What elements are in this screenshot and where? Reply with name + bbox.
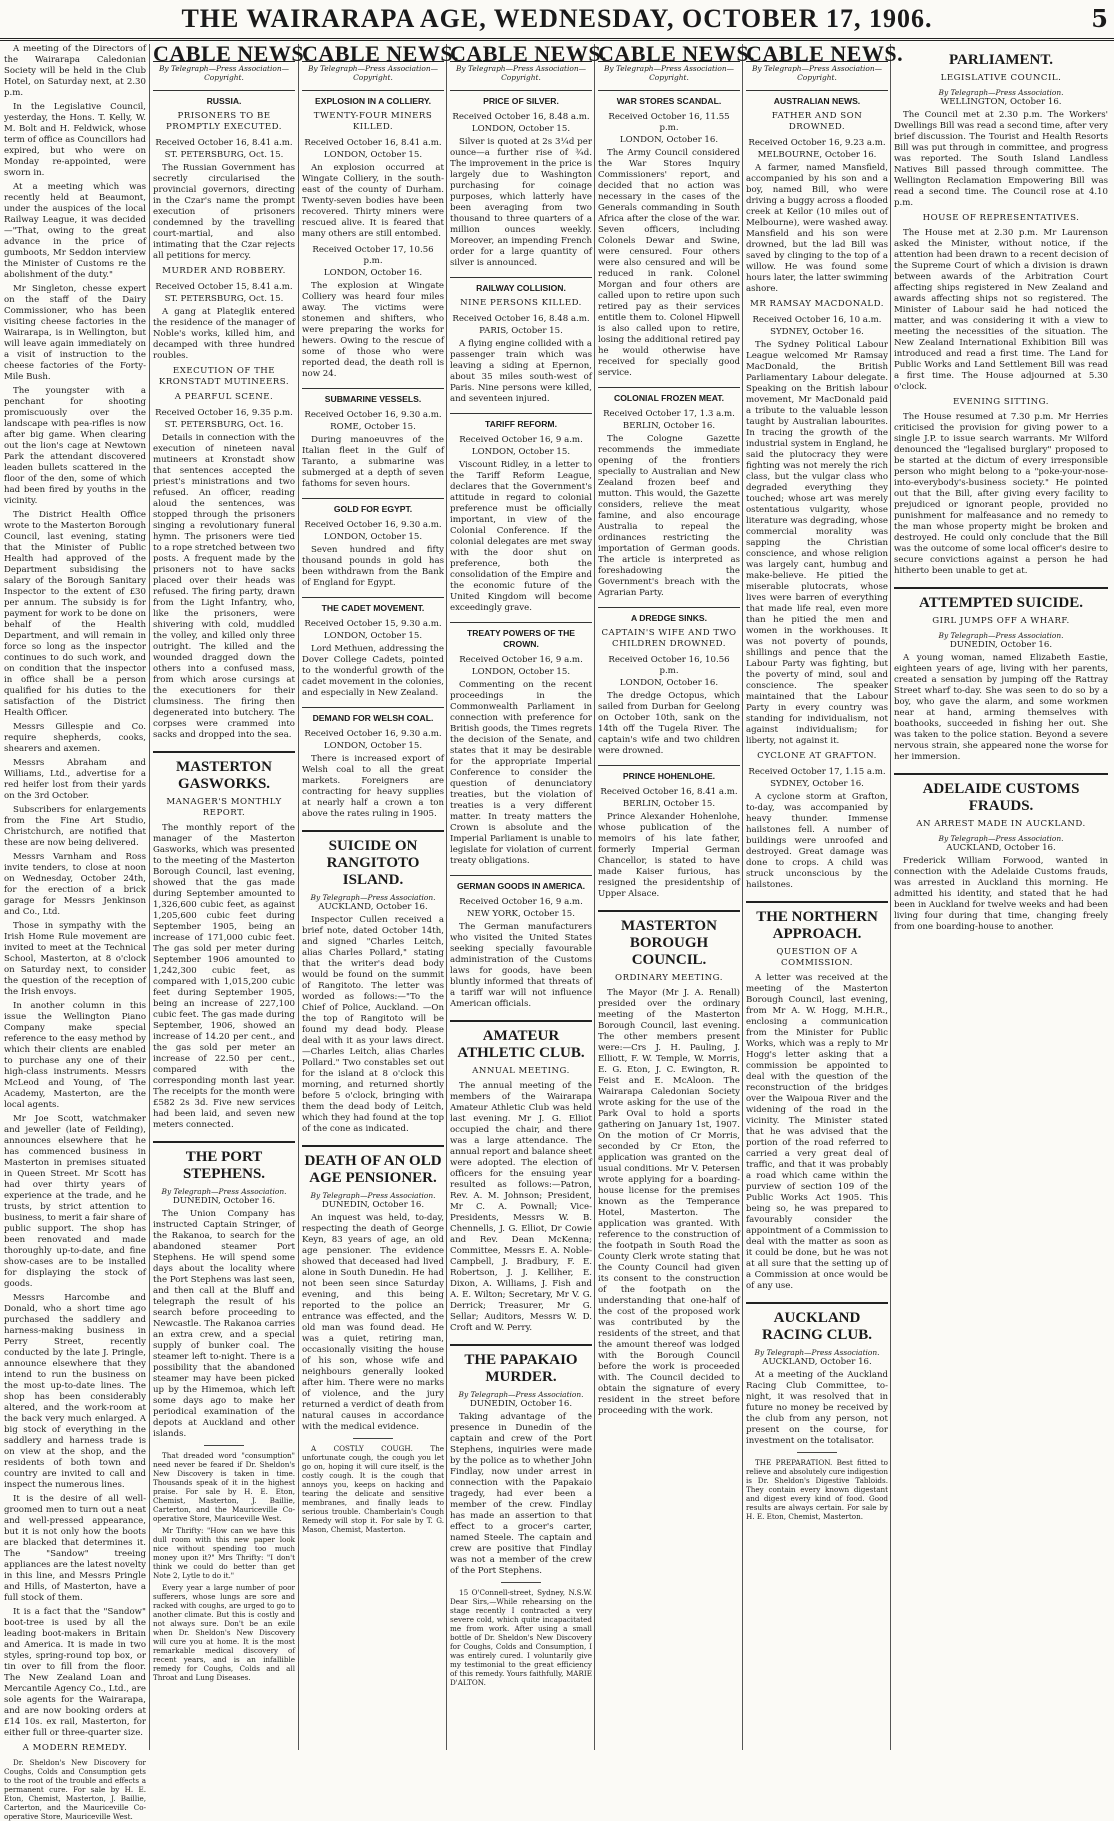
dateline: ST. PETERSBURG, Oct. 15. — [164, 150, 284, 160]
ad-heading: A MODERN REMEDY. — [22, 1743, 128, 1753]
paragraph: Messrs Varnham and Ross invite tenders, to close at noon on Wednesday, October 24th, for the erection of a brick garage for Messrs Jenkinson and Co., Ltd. — [4, 852, 146, 917]
dateline: PARIS, October 15. — [479, 326, 563, 336]
divider — [501, 1582, 541, 1583]
byline: By Telegraph—Press Association. — [938, 631, 1064, 640]
subheading: MANAGER'S MONTHLY REPORT. — [166, 797, 282, 818]
section-heading: THE CADET MOVEMENT. — [302, 597, 444, 614]
advertisement: A COSTLY COUGH. The unfortunate cough, the cough you let go on, hoping it will cure itself, is the costly cough. It is the cough that annoys you, keeps on hacking and tearing the delicate and sensitive membranes, and finally leads to serious trouble. Chamberlain's Cough Remedy will stop it. For sale by T. G. Mason, Chemist, Masterton. — [302, 1444, 444, 1534]
received-line: Received October 16, 8.48 a.m. — [452, 314, 590, 324]
divider — [204, 1445, 244, 1446]
section-heading: TREATY POWERS OF THE CROWN. — [450, 622, 592, 650]
paragraph: At a meeting of the Auckland Racing Club Committee, to-night, it was resolved that in future no money be received by the club from any person, not present on the course, for investment on the totalisator. — [746, 1370, 888, 1446]
dateline: AUCKLAND, October 16. — [318, 902, 428, 912]
received-line: Received October 16, 8.48 a.m. — [452, 112, 590, 122]
paragraph: A cyclone storm at Grafton, to-day, was accompanied by heavy thunder. Immense hailstones fell. A number of buildings were unroofed and destroyed. Great damage was done to crops. A child was struck unconscious by the hailstones. — [746, 792, 888, 890]
paragraph: During manoeuvres of the Italian fleet in the Gulf of Taranto, a submarine was submerged at a depth of seven fathoms for seven hours. — [302, 435, 444, 489]
subheading: LEGISLATIVE COUNCIL. — [940, 73, 1062, 83]
article-heading: AMATEUR ATHLETIC CLUB. — [450, 1020, 592, 1062]
paragraph: Inspector Cullen received a brief note, dated October 14th, and signed "Charles Leitch, alias Charles Pollard," stating that the writer's dead body would be found on the summit of Rangitoto. The letter was worded as follows:—"To the Chief of Police, Auckland. —On the top of Rangitoto will be found my dead body. Please deal with it as your laws direct.—Charles Leitch, alias Charles Pollard." Two constables set out for the island at 8 o'clock this morning, and returned shortly before 5 o'clock, bringing with them the dead body of Leitch, which they had found at the top of the cone as indicated. — [302, 915, 444, 1134]
cable-news-heading: CABLE NEWS. — [746, 41, 904, 66]
subheading: HOUSE OF REPRESENTATIVES. — [922, 213, 1080, 223]
article-heading: MASTERTON BOROUGH COUNCIL. — [598, 910, 740, 969]
masthead — [0, 0, 1114, 41]
dateline: LONDON, October 16. — [619, 678, 719, 688]
paragraph: It is the desire of all well-groomed men to turn out a neat and well-pressed appearance, but it is not only how the boots are blacked that determines it. The "Sandow" treeing appliances are the latest novelty in this line, and Messrs Pringle and Hills, of Masterton, have a full stock of them. — [4, 1494, 146, 1603]
dateline: LONDON, October 15. — [323, 631, 423, 641]
advertisement: Every year a large number of poor sufferers, whose lungs are sore and racked with coughs, are urged to go to another climate. But this is costly and not always sure. Don't be an exile when Dr. Sheldon's New Discovery will cure you at home. It is the most remarkable medical discovery of recent years, and is an infallible remedy for Coughs, Colds and all Throat and Lung Diseases. — [153, 1583, 295, 1682]
subheading: QUESTION OF A COMMISSION. — [776, 947, 858, 968]
article-heading: THE PAPAKAIO MURDER. — [450, 1344, 592, 1386]
byline: By Telegraph—Press Association. — [161, 1187, 287, 1196]
paragraph: The District Health Office wrote to the Masterton Borough Council, last evening, stating that the Minister of Public Health had approved of the Department subsidising the salary of the Borough Sanitary Inspector to the extent of £30 per annum. The subsidy is for payment for work to be done on behalf of the Health Department, and will remain in force so long as the inspector continues to do such work, and on condition that the inspector in office shall be a person qualified for his duties to the satisfaction of the District Health Officer. — [4, 510, 146, 718]
paragraph: An explosion occurred at Wingate Colliery, in the south-east of the county of Durham. Twenty-seven bodies have been recovered. Thirty miners were rescued alive. It is feared that many others are still entombed. — [302, 163, 444, 239]
received-line: Received October 16, 9 a.m. — [459, 435, 583, 445]
paragraph: Lord Methuen, addressing the Dover College Cadets, pointed to the wonderful growth of the cadet movement in the colonies, and especially in New Zealand. — [302, 644, 444, 698]
paragraph: Seven hundred and fifty thousand pounds in gold has been withdrawn from the Bank of England for Egypt. — [302, 545, 444, 588]
received-line: Received October 16, 9.30 a.m. — [304, 520, 442, 530]
paragraph: Messrs Gillespie and Co. require shepherds, cooks, shearers and axemen. — [4, 722, 146, 754]
divider — [797, 1452, 837, 1453]
article-heading: SUICIDE ON RANGITOTO ISLAND. — [302, 830, 444, 889]
byline: By Telegraph—Press Association. — [938, 88, 1064, 97]
received-line: Received October 16, 9.23 a.m. — [748, 138, 886, 148]
section-heading: PRICE OF SILVER. — [450, 90, 592, 107]
received-line: Received October 16, 9.30 a.m. — [304, 410, 442, 420]
article-heading: ADELAIDE CUSTOMS FRAUDS. — [894, 773, 1108, 815]
advertisement: 15 O'Connell-street, Sydney, N.S.W. Dear Sirs,—While rehearsing on the stage recently I contracted a very severe cold, which quite incapacitated me from work. After using a small bottle of Dr. Sheldon's New Discovery for Coughs, Colds and Consumption, I was entirely cured. I voluntarily give my testimonial to the great efficiency of this remedy. Yours faithfully, MARIE D'ALTON. — [450, 1588, 592, 1687]
advertisement: That dreaded word "consumption" need never be feared if Dr. Sheldon's New Discovery is taken in time. Thousands speak of it in the highest praise. For sale by H. E. Eton, Chemist, Masterton, J. Baillie, Carterton, and the Mauriceville Co-operative Store, Mauriceville West. — [153, 1451, 295, 1523]
section-heading: RAILWAY COLLISION. — [450, 277, 592, 294]
received-line: Received October 16, 10 a.m. — [752, 315, 882, 325]
section-heading: SUBMARINE VESSELS. — [302, 388, 444, 405]
paragraph: The Army Council considered the War Stores Inquiry Commissioners' report, and decided that no action was necessary in the cases of the Generals commanding in South Africa after the close of the war. Seven officers, including Colonels Dewar and Swine, were censured. Four others were also censured and will be reduced in rank. Colonel Morgan and four others are called upon to retire upon such retired pay as their services entitle them to. Colonel Hipwell is also called upon to retire, losing the additional retired pay he would otherwise have received for specially good service. — [598, 148, 740, 378]
paragraph: In the Legislative Council, yesterday, the Hons. T. Kelly, W. M. Bolt and H. Feldwick, whose term of office as Councillors had expired, but who were on Monday re-appointed, were sworn in. — [4, 102, 146, 178]
subheading: CAPTAIN'S WIFE AND TWO CHILDREN DROWNED. — [601, 628, 737, 649]
subheading: CYCLONE AT GRAFTON. — [757, 751, 877, 761]
dateline: LONDON, October 15. — [471, 447, 571, 457]
divider — [353, 1438, 393, 1439]
paragraph: Commenting on the recent proceedings in the Commonwealth Parliament in connection with preference for British goods, the Times regrets the decision of the Senate, and states that it may be desirable for the appropriate Imperial Conference to consider the question of denunciatory treaties, but the violation of treaties is a very different matter. In treaty matters the Crown is absolute and the Imperial Parliament is unable to legislate for violation of current treaty obligations. — [450, 680, 592, 866]
section-heading: AUSTRALIAN NEWS. — [746, 90, 888, 107]
paragraph: A farmer, named Mansfield, accompanied by his son and a boy, named Bill, who were driving a buggy across a flooded creek at Keilor (10 miles out of Melbourne), were washed away. Mansfield and his son were drowned, but the lad Bill was saved by clinging to the top of a willow. He was found some hours later, the latter swimming ashore. — [746, 163, 889, 294]
paragraph: The annual meeting of the members of the Wairarapa Amateur Athletic Club was held last evening. Mr J. G. Elliot occupied the chair, and there was a large attendance. The annual report and balance sheet were adopted. The election of officers for the ensuing year resulted as follows:—Patron, Rev. A. M. Johnson; President, Mr C. A. Pownall; Vice-Presidents, Messrs W. B. Chennells, J. G. Elliot, Dr Cowie and Rev. Dean McKenna; Committee, Messrs E. A. Noble-Campbell, J. Bradbury, F. E. Robertson, J. J. Kelliher, E. Dixon, A. Williams, J. Fish and A. E. Wilton; Secretary, Mr V. G. Derrick; Treasurer, Mr G. Sellar; Auditors, Messrs W. D. Croft and W. Perry. — [450, 1081, 592, 1333]
paragraph: The House resumed at 7.30 p.m. Mr Herries criticised the provision for giving power to a single J.P. to issue search warrants. Mr Wilford denounced the "legalised burglary" proposed to be started at the dictum of every irresponsible person who might belong to a "poke-your-nose-into-everybody's-business society." He pointed out that the Bill, after giving every facility to prejudiced or ignorant people, provided no punishment for malfeasance and no remedy to the man whose property might be broken and destroyed. He could only conclude that the Bill was the outcome of some local officer's desire to secure convictions against a person he had hitherto been unable to get at. — [894, 412, 1108, 576]
dateline: SYDNEY, October 16. — [770, 779, 864, 789]
paragraph: The Russian Government has secretly circularised the provincial governors, directing in the Czar's name the prompt execution of prisoners condemned by the travelling court-martial, and also intimating that the Czar rejects all petitions for mercy. — [153, 163, 295, 261]
byline: By Telegraph—Press Association. — [310, 893, 436, 902]
dateline: BERLIN, October 15. — [622, 799, 716, 809]
dateline: BERLIN, October 16. — [622, 421, 716, 431]
column-cable-australian — [746, 41, 904, 1750]
byline: By Telegraph—Press Association—Copyright. — [603, 64, 734, 82]
article-heading: THE NORTHERN APPROACH. — [746, 901, 888, 943]
paragraph: Taking advantage of the presence in Dunedin of the captain and crew of the Port Stephens, inquiries were made by the police as to whether John Findlay, now under arrest in connection with the Papakaio tragedy, had ever been a member of the crew. Findlay has made an assertion to that effect to a grocer's carter, named Steele. The captain and crew are positive that Findlay was not a member of the crew of the Port Stephens. — [450, 1412, 592, 1576]
paragraph: An inquest was held, to-day, respecting the death of George Keyn, 83 years of age, an old age pensioner. The evidence showed that deceased had lived alone in South Dunedin. He had not been seen since Saturday evening, and this being reported to the police an entrance was effected, and the old man was found dead. He was a quiet, retiring man, occasionally visiting the house of his son, whose wife and neighbours generally looked after him. There were no marks of violence, and the jury returned a verdict of death from natural causes in accordance with the medical evidence. — [302, 1213, 444, 1432]
byline: By Telegraph—Press Association. — [458, 1390, 584, 1399]
dateline: NEW YORK, October 15. — [466, 909, 575, 919]
paragraph: A letter was received at the meeting of the Masterton Borough Council, last evening, from Mr A. W. Hogg, M.H.R., enclosing a communication from the Minister for Public Works, which was a reply to Mr Hogg's letter asking that a commission be appointed to deal with the question of the reconstruction of the bridges over the Waipoua River and the widening of the road in the vicinity. The Minister stated that he was advised that the portion of the road referred to carried a very great deal of traffic, and that it was probably a road which came within the purview of section 109 of the Public Works Act 1905. This being so, he was prepared to favourably consider the appointment of a Commission to deal with the matter as soon as it could be done, but he was not at all sure that the setting up of a Commission at once would be of any use. — [746, 973, 888, 1291]
received-line: Received October 16, 9 a.m. — [459, 897, 583, 907]
paragraph: There is increased export of Welsh coal to all the great markets. Foreigners are contracting for heavy supplies at nearly half a crown a ton above the rates ruling in 1905. — [302, 754, 444, 819]
advertisement: Dr. Sheldon's New Discovery for Coughs, Colds and Consumption gets to the root of the trouble and effects a permanent cure. For sale by H. E. Eton, Chemist, Masterton, J. Baillie, Carterton, and the Mauriceville Co-operative Store, Mauriceville West. — [4, 1758, 146, 1821]
paragraph: The Council met at 2.30 p.m. The Workers' Dwellings Bill was read a second time, after very brief discussion. The Tourist and Health Resorts Bill was put through in committee, and progress was reported. The South Island Landless Natives Bill passed through committee. The Wellington Reclamation Empowering Bill was read a second time. The Council rose at 4.10 p.m. — [894, 110, 1108, 208]
article-heading: THE PORT STEPHENS. — [153, 1141, 295, 1183]
advertisement: THE PREPARATION. Best fitted to relieve and absolutely cure indigestion is Dr. Sheldon's Digestive Tabloids. They contain every known digestant and digest every kind of food. Good results are always certain. For sale by H. E. Eton, Chemist, Masterton. — [746, 1458, 888, 1521]
subheading: MR RAMSAY MACDONALD. — [750, 299, 884, 309]
cable-news-heading: CABLE NEWS. — [302, 41, 460, 66]
newspaper-title: THE WAIRARAPA AGE, WEDNESDAY, OCTOBER 17, 1906. — [181, 4, 933, 33]
column-cable-explosion — [302, 41, 460, 1750]
paragraph: Subscribers for enlargements from the Fine Art Studio, Christchurch, are notified that these are now being delivered. — [4, 805, 146, 848]
dateline: ST. PETERSBURG, Oct. 15. — [164, 294, 284, 304]
article-heading: ATTEMPTED SUICIDE. — [894, 587, 1108, 612]
article-heading: MASTERTON GASWORKS. — [153, 751, 295, 793]
byline: By Telegraph—Press Association—Copyright. — [455, 64, 586, 82]
paragraph: Those in sympathy with the Irish Home Rule movement are invited to meet at the Technical School, Masterton, at 8 o'clock on Saturday next, to consider the question of the reception of the Irish envoys. — [4, 921, 146, 997]
paragraph: A flying engine collided with a passenger train which was leaving a siding at Epernon, about 35 miles south-west of Paris. Nine persons were killed, and seventeen injured. — [450, 339, 592, 404]
paragraph: Prince Alexander Hohenlohe, whose publication of the memoirs of his late father, formerly Imperial German Chancellor, is stated to have made Kaiser furious, has resigned the presidentship of Upper Alsace. — [598, 812, 740, 899]
received-line: Received October 16, 9.30 a.m. — [304, 729, 442, 739]
dateline: DUNEDIN, October 16. — [469, 1399, 573, 1409]
paragraph: The House met at 2.30 p.m. Mr Laurenson asked the Minister, without notice, if the attention had been drawn to a recent decision of the Supreme Court of which a division is drawn between awards of the Arbitration Court affecting ships registered in New Zealand and awards affecting ships not so registered. The Minister of Labour said he had noticed the matter, and was considering it with a view to meeting the necessities of the situation. The New Zealand International Exhibition Bill was introduced and read a first time. The Land for Public Works and Land Settlement Bill was read a first time. The House adjourned at 5.30 o'clock. — [894, 228, 1108, 392]
paragraph: At a meeting which was recently held at Beaumont, under the auspices of the local Railway League, it was decided—"That, owing to the great advance in the price of gumboots, Mr Seddon interview the Minister of Customs re the abolishment of the duty." — [4, 182, 146, 280]
dateline: LONDON, October 15. — [471, 124, 571, 134]
section-heading: TARIFF REFORM. — [450, 413, 592, 430]
paragraph: Mr Singleton, chesse expert on the staff of the Dairy Commissioner, who has been visiting cheese factories in the Wairarapa, is in Wellington, but will leave again immediately on a visit of instruction to the cheese factories of the Forty-Mile Bush. — [4, 284, 146, 382]
paragraph: Mr Joe Scott, watchmaker and jeweller (late of Feilding), announces elsewhere that he has commenced business in Masterton in premises situated in Queen Street. Mr Scott has had over thirty years of experience at the trade, and he trusts, by strict attention to business, to merit a fair share of public support. The shop has been renovated and made thoroughly up-to-date, and fine show-cases are to be installed for displaying the stock of goods. — [4, 1114, 146, 1289]
paragraph: The monthly report of the manager of the Masterton Gasworks, which was presented to the meeting of the Masterton Borough Council, last evening, showed that the gas made during September amounted to 1,326,600 cubic feet, as against 1,205,600 cubic feet during September 1905, being an increase of 171,000 cubic feet. The gas sold per meter during September 1906 amounted to 1,242,300 cubic feet, as compared with 1,015,200 cubic feet during September 1905, being an increase of 227,100 cubic feet. The gas made during September, 1906, showed an increase of 14.20 per cent., and the gas sold per meter an increase of 22.50 per cent., compared with the corresponding month last year. The receipts for the month were £582 2s 3d. Five new services had been laid, and seven new meters connected. — [153, 823, 295, 1130]
section-heading: WAR STORES SCANDAL. — [598, 90, 740, 107]
dateline: AUCKLAND, October 16. — [762, 1357, 872, 1367]
paragraph: Details in connection with the execution of nineteen naval mutineers at Kronstadt show that sentences accepted the priest's ministrations and two refused. An officer, reading aloud the sentences, was stopped through the prisoners singing a revolutionary funeral hymn. The prisoners were tied to a rope stretched between two posts. A frequent made by the prisoners not to have sacks placed over their heads was refused. The firing party, drawn from the Light Infantry, who, like the prisoners, were shivering with cold, muddled the volley, and killed only three outright. The killed and the wounded dragged down the others into a confused mass, from which arose cursings at the executioners for their clumsiness. The firing then degenerated into butchery. The corpses were crammed into sacks and dropped into the sea. — [153, 433, 295, 740]
subheading: NINE PERSONS KILLED. — [460, 298, 582, 308]
paragraph: The youngster with a penchant for shooting promiscuously over the landscape with pea-rifles is now after big game. When clearing out the lion's cage at Newtown Park the attendant discovered leaden bullets scattered in the floor of the den, some of which had been fired by youths in the vicinity. — [4, 386, 146, 506]
byline: By Telegraph—Press Association—Copyright. — [751, 64, 882, 82]
page-number: 5 — [1091, 4, 1108, 33]
dateline: LONDON, October 16. — [619, 135, 719, 145]
dateline: DUNEDIN, October 16. — [321, 1200, 425, 1210]
paragraph: In another column in this issue the Wellington Piano Company make special reference to the easy method by which their clients are enabled to purchase any one of their high-class instruments. Messrs McLeod and Young, of The Academy, Masterton, are the local agents. — [4, 1001, 146, 1110]
paragraph: Messrs Abraham and Williams, Ltd., advertise for a red heifer lost from their yards on the 3rd October. — [4, 758, 146, 801]
subheading: MURDER AND ROBBERY. — [162, 266, 286, 276]
paragraph: Silver is quoted at 2s 3¼d per ounce—a further rise of ¾d. The improvement in the price is largely due to Washington purchasing for coinage purposes, which latterly have been averaging from two thousand to three quarters of a million ounces weekly. Moreover, an impending French order for a large quantity of silver is announced. — [450, 137, 592, 268]
received-line: Received October 16, 8.41 a.m. — [304, 138, 442, 148]
dateline: WELLINGTON, October 16. — [940, 97, 1062, 107]
received-line: Received October 16, 8.41 a.m. — [600, 787, 738, 797]
received-line: Received October 16, 8.41 a.m. — [155, 138, 293, 148]
dateline: LONDON, October 15. — [323, 150, 423, 160]
paragraph: A meeting of the Directors of the Wairarapa Caledonian Society will be held in the Club Hotel, on Saturday next, at 2.30 p.m. — [4, 44, 146, 98]
paragraph: The Mayor (Mr J. A. Renall) presided over the ordinary meeting of the Masterton Borough Council, last evening. The other members present were:—Crs J. H. Pauling, J. Elliott, F. W. Temple, W. Morris, E. G. Eton, J. C. Ewington, R. Feist and E. McAloon. The Wairarapa Caledonian Society wrote asking for the use of the Park Oval to hold a sports gathering on January 1st, 1907. On the motion of Cr Morris, seconded by Cr Eton, the application was granted on the usual conditions. Mr V. Petersen wrote applying for a boarding-house license for the premises known as the Temperance Hotel, Masterton. The application was granted. With reference to the construction of the footpath in South Road the County Clerk wrote stating that the County Council had given its consent to the construction of the footpath on the understanding that one-half of the cost of the proposed work was contributed by the residents of the street, and that the amount thereof was lodged with the Borough Council before the work is proceeded with. The Council decided to obtain the signature of every resident in the street before proceeding with the work. — [598, 988, 740, 1416]
paragraph: The Union Company has instructed Captain Stringer, of the Rakanoa, to search for the abandoned steamer Port Stephens. He will spend some days about the locality where the Port Stephens was last seen, and then call at the Bluff and telegraph the result of his search before proceeding to Newcastle. The Rakanoa carries an extra crew, and a special supply of bunker coal. The steamer left to-night. There is a possibility that the abandoned steamer may have been picked up by the Himemoa, which left some days ago to make her periodical examination of the depots at Auckland and other islands. — [153, 1209, 295, 1439]
advertisement: Mr Thrifty: "How can we have this dull room with this new paper look nice without spending too much money upon it?" Mrs Thrifty: "I don't think we could do better than get Note 2, Lytle to do it." — [153, 1526, 295, 1580]
section-heading: COLONIAL FROZEN MEAT. — [598, 387, 740, 404]
paragraph: The Sydney Political Labour League welcomed Mr Ramsay MacDonald, the British Parliamentary Labour delegate. Speaking on the British labour movement, Mr MacDonald paid a tribute to the valuable lesson taught by Australian labourites. In tracing the growth of the industrial system in England, he said the plutocracy they were fighting was not merely the rich class, but the vulgar class who degraded everything they touched; whose art was merely ostentatious vulgarity, whose literature was degrading, whose commercial morality was sapping the Christian conscience, and whose religion was largely cant, humbug and make-believe. He pitied the miserable plutocrats, whose lives were barren of everything that made life real, even more than he pitied the men and women in the workhouses. It was not poverty of pounds, shillings and pence that the Labour Party was fighting, but the poverty of mind, soul and conscience. The speaker maintained that the Labour Party in every country was standing for individualism, not against individualism; for liberty, not against it. — [746, 340, 888, 746]
paragraph: The German manufacturers who visited the United States seeking specially favourable administration of the Customs laws for goods, have been bluntly informed that threats of a tariff war will not influence American officials. — [450, 922, 592, 1009]
received-line: Received October 15, 8.41 a.m. — [155, 282, 293, 292]
cable-news-heading: CABLE NEWS. — [598, 41, 756, 66]
subheading: AN ARREST MADE IN AUCKLAND. — [916, 819, 1086, 829]
received-line: Received October 16, 9 a.m. — [459, 655, 583, 665]
article-heading: AUCKLAND RACING CLUB. — [746, 1302, 888, 1344]
dateline: ROME, October 15. — [330, 422, 416, 432]
paragraph: Viscount Ridley, in a letter to the Tariff Reform League, declares that the Government's attitude in regard to colonial preference must be officially important, in view of the Colonial Conference. If the colonial delegates are met sway with the door shut on preference, both the consolidation of the Empire and the economic future of the United Kingdom will become exceedingly grave. — [450, 460, 592, 613]
received-line: Received October 17, 10.56 p.m. — [312, 245, 434, 266]
received-line: Received October 16, 10.56 p.m. — [608, 655, 730, 676]
dateline: LONDON, October 15. — [323, 532, 423, 542]
received-line: Received October 16, 11.55 p.m. — [608, 112, 730, 133]
article-heading: PARLIAMENT. — [948, 52, 1054, 68]
section-heading: DEMAND FOR WELSH COAL. — [302, 707, 444, 724]
received-line: Received October 15, 9.30 a.m. — [304, 619, 442, 629]
paragraph: A young woman, named Elizabeth Eastie, eighteen years of age, living with her parents, created a sensation by jumping off the Rattray Street wharf to-day. She was seen to do so by a boy, who gave the alarm, and some workmen near at hand, arming themselves with boathooks, succeeded in fishing her out. She was taken to the police station. Beyond a severe nervous strain, she appeared none the worse for her immersion. — [894, 653, 1108, 762]
column-cable-russia — [153, 41, 311, 1750]
subheading: EVENING SITTING. — [953, 397, 1049, 407]
dateline: SYDNEY, October 16. — [770, 327, 864, 337]
column-cable-silver — [450, 41, 608, 1750]
subheading: EXECUTION OF THE KRONSTADT MUTINEERS. — [158, 366, 290, 387]
dateline: LONDON, October 15. — [323, 741, 423, 751]
dateline: LONDON, October 15. — [471, 667, 571, 677]
subheading: FATHER AND SON DROWNED. — [771, 111, 863, 132]
received-line: Received October 17, 1.15 a.m. — [748, 767, 886, 777]
section-heading: EXPLOSION IN A COLLIERY. — [302, 90, 444, 107]
paragraph: It is a fact that the "Sandow" boot-tree is used by all the leading boot-makers in Britain and America. It is made in two styles, spring-round top box, or tin over to fill from the floor. The New Zealand Loan and Mercantile Agency Co., Ltd., are sole agents for the Wairarapa, and are now booking orders at £14 10s. ex rail, Masterton, for either full or three-quarter size. — [4, 1607, 146, 1738]
dateline: ST. PETERSBURG, Oct. 16. — [164, 420, 284, 430]
dateline: MELBOURNE, October 16. — [757, 150, 877, 160]
section-heading: PRINCE HOHENLOHE. — [598, 765, 740, 782]
section-heading: A DREDGE SINKS. — [598, 607, 740, 624]
subheading: TWENTY-FOUR MINERS KILLED. — [313, 111, 433, 132]
column-local-news — [4, 44, 146, 1821]
paragraph: The explosion at Wingate Colliery was heard four miles away. The victims were stonemen and shifters, who were preparing the works for hewers. Owing to the rescue of some of those who were reported dead, the death roll is now 24. — [302, 281, 444, 379]
dateline: DUNEDIN, October 16. — [172, 1196, 276, 1206]
dateline: DUNEDIN, October 16. — [949, 640, 1053, 650]
subheading: ORDINARY MEETING. — [615, 973, 723, 983]
subheading: GIRL JUMPS OFF A WHARF. — [932, 616, 1070, 626]
cable-news-heading: CABLE NEWS. — [153, 41, 311, 66]
received-line: Received October 17, 1.3 a.m. — [603, 409, 735, 419]
paragraph: Frederick William Forwood, wanted in connection with the Adelaide Customs frauds, was arrested in Auckland this morning. He admitted his identity, and stated that he had been in Auckland for twelve weeks and had been living four during that time, changing freely from one boarding-house to another. — [894, 856, 1108, 932]
byline: By Telegraph—Press Association. — [938, 834, 1064, 843]
column-parliament — [894, 44, 1108, 1750]
byline: By Telegraph—Press Association—Copyright. — [307, 64, 438, 82]
section-heading: RUSSIA. — [153, 90, 295, 107]
byline: By Telegraph—Press Association. — [310, 1191, 436, 1200]
received-line: Received October 16, 9.35 p.m. — [155, 408, 293, 418]
paragraph: The Cologne Gazette recommends the immediate opening of the frontiers specially to Australian and New Zealand frozen beef and mutton. This would, the Gazette considers, relieve the meat famine, and also encourage Australia to repeal the ordinances restricting the importation of German goods. The article is interpreted as foreshadowing the Government's breach with the Agrarian Party. — [598, 434, 740, 598]
paragraph: A gang at Plateglik entered the residence of the manager of Noble's works, killed him, and decamped with three hundred roubles. — [153, 307, 295, 361]
dateline: AUCKLAND, October 16. — [946, 843, 1056, 853]
byline: By Telegraph—Press Association—Copyright. — [158, 64, 289, 82]
dateline: LONDON, October 16. — [323, 268, 423, 278]
article-heading: DEATH OF AN OLD AGE PENSIONER. — [302, 1145, 444, 1187]
paragraph: Messrs Harcombe and Donald, who a short time ago purchased the saddlery and harness-making business in Perry Street, recently conducted by the late J. Pringle, announce elsewhere that they intend to run the business on the most up-to-date lines. The shop has been considerably altered, and the work-room at the back very much enlarged. A big stock of everything in the saddlery and harness trade is on view at the shop, and the residents of both town and country are invited to call and inspect the numerous lines. — [4, 1293, 146, 1490]
section-heading: GOLD FOR EGYPT. — [302, 498, 444, 515]
column-cable-war-stores — [598, 41, 756, 1750]
subheading: ANNUAL MEETING. — [472, 1066, 570, 1076]
subheading: PRISONERS TO BE PROMPTLY EXECUTED. — [166, 111, 282, 132]
paragraph: The dredge Octopus, which sailed from Durban for Geelong on October 10th, sank on the 14th off the Tugela River. The captain's wife and two children were drowned. — [598, 691, 740, 756]
byline: By Telegraph—Press Association. — [754, 1348, 880, 1357]
section-heading: GERMAN GOODS IN AMERICA. — [450, 875, 592, 892]
subheading: A PEARFUL SCENE. — [174, 392, 274, 402]
cable-news-heading: CABLE NEWS. — [450, 41, 608, 66]
